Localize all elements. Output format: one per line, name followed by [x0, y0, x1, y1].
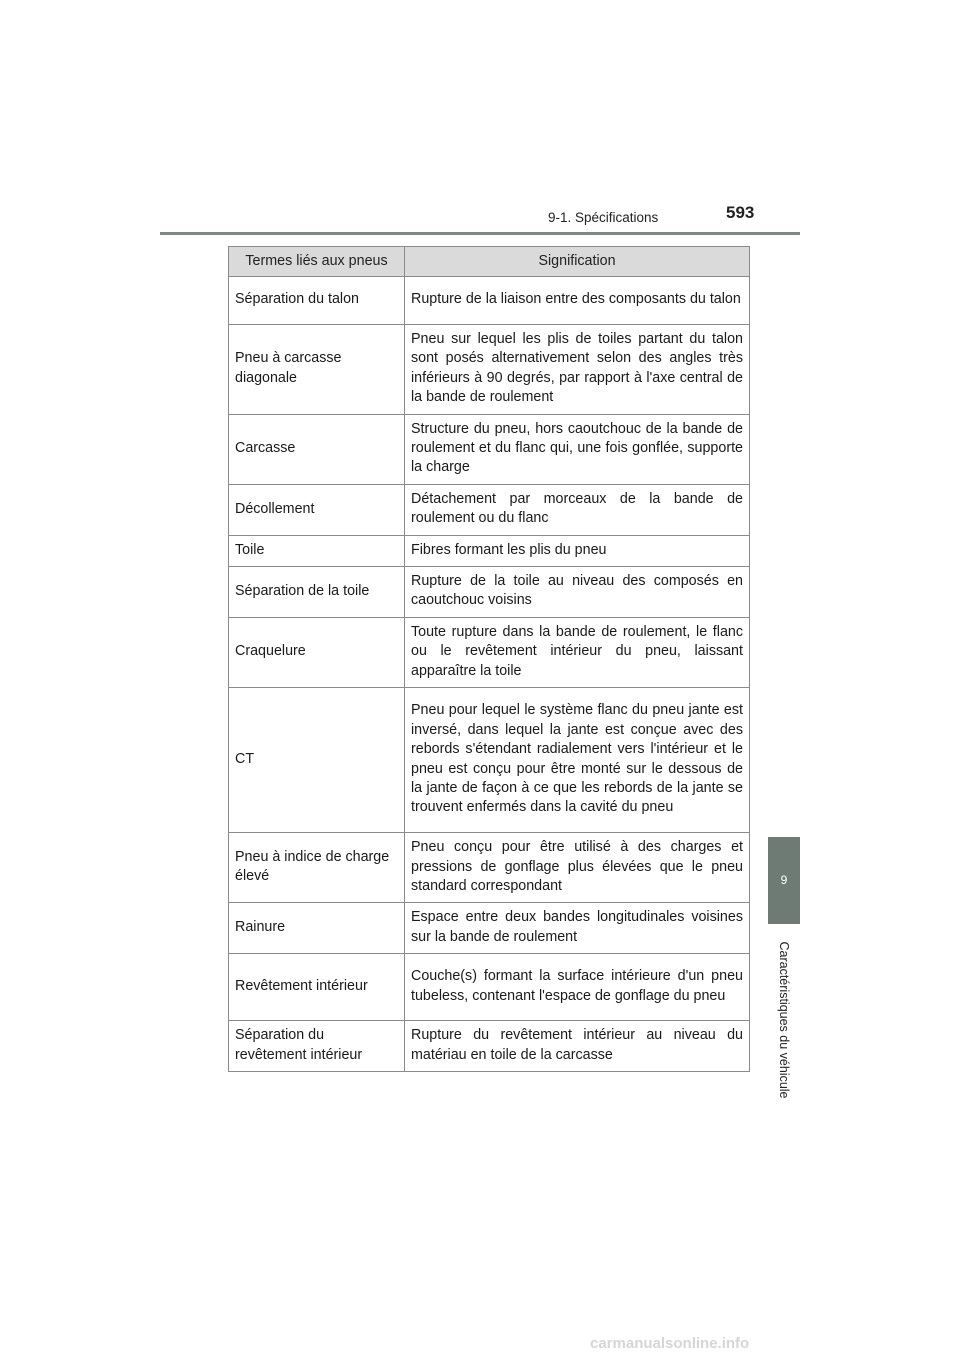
term-cell: Toile: [229, 535, 405, 566]
term-cell: Revêtement intérieur: [229, 954, 405, 1021]
watermark: carmanualsonline.info: [590, 1335, 750, 1352]
definition-cell: Pneu pour lequel le système flanc du pneu jante est inversé, dans lequel la jante est conçue avec des rebords s'étendant radialement vers l'intérieur et le pneu est conçu pour être monté sur le dessous de la jante de façon à ce que les rebords de la jante se trouvent enfermés dans la cavité du pneu: [405, 688, 750, 833]
table-row: [229, 688, 750, 833]
term-cell: Séparation du talon: [229, 277, 405, 325]
table-row: [229, 833, 750, 903]
definition-cell: Rupture de la liaison entre des composants du talon: [405, 277, 750, 325]
term-cell: Craquelure: [229, 617, 405, 687]
column-header-term: Termes liés aux pneus: [229, 247, 405, 277]
chapter-tab: 9: [768, 837, 800, 924]
header-divider: [160, 232, 800, 235]
term-cell: Pneu à carcasse diagonale: [229, 325, 405, 415]
table-row: [229, 954, 750, 1021]
table-row: [229, 617, 750, 687]
chapter-title: Caractéristiques du véhicule: [777, 941, 791, 1099]
page-number: 593: [726, 203, 755, 222]
term-cell: Pneu à indice de charge élevé: [229, 833, 405, 903]
definition-cell: Rupture du revêtement intérieur au niveau du matériau en toile de la carcasse: [405, 1021, 750, 1072]
table-row: [229, 414, 750, 484]
definition-cell: Rupture de la toile au niveau des composés en caoutchouc voisins: [405, 567, 750, 618]
definition-cell: Fibres formant les plis du pneu: [405, 535, 750, 566]
term-cell: Décollement: [229, 484, 405, 535]
definition-cell: Détachement par morceaux de la bande de roulement ou du flanc: [405, 484, 750, 535]
table-row: [229, 1021, 750, 1072]
definition-cell: Couche(s) formant la surface intérieure d'un pneu tubeless, contenant l'espace de gonflage du pneu: [405, 954, 750, 1021]
term-cell: CT: [229, 688, 405, 833]
term-cell: Carcasse: [229, 414, 405, 484]
definition-cell: Pneu sur lequel les plis de toiles partant du talon sont posés alternativement selon des angles très inférieurs à 90 degrés, par rapport à l'axe central de la bande de roulement: [405, 325, 750, 415]
table-row: [229, 484, 750, 535]
table-row: [229, 535, 750, 566]
definition-cell: Structure du pneu, hors caoutchouc de la bande de roulement et du flanc qui, une fois gonflée, supporte la charge: [405, 414, 750, 484]
table-header-row: [229, 247, 750, 277]
term-cell: Rainure: [229, 903, 405, 954]
table-row: [229, 325, 750, 415]
term-cell: Séparation de la toile: [229, 567, 405, 618]
definition-cell: Espace entre deux bandes longitudinales voisines sur la bande de roulement: [405, 903, 750, 954]
tire-terms-table: [228, 246, 750, 1072]
term-cell: Séparation du revêtement intérieur: [229, 1021, 405, 1072]
table-row: [229, 567, 750, 618]
table-row: [229, 903, 750, 954]
section-title: 9-1. Spécifications: [548, 210, 659, 225]
definition-cell: Toute rupture dans la bande de roulement, le flanc ou le revêtement intérieur du pneu, laissant apparaître la toile: [405, 617, 750, 687]
definition-cell: Pneu conçu pour être utilisé à des charges et pressions de gonflage plus élevées que le pneu standard correspondant: [405, 833, 750, 903]
table-row: [229, 277, 750, 325]
column-header-meaning: Signification: [405, 247, 750, 277]
